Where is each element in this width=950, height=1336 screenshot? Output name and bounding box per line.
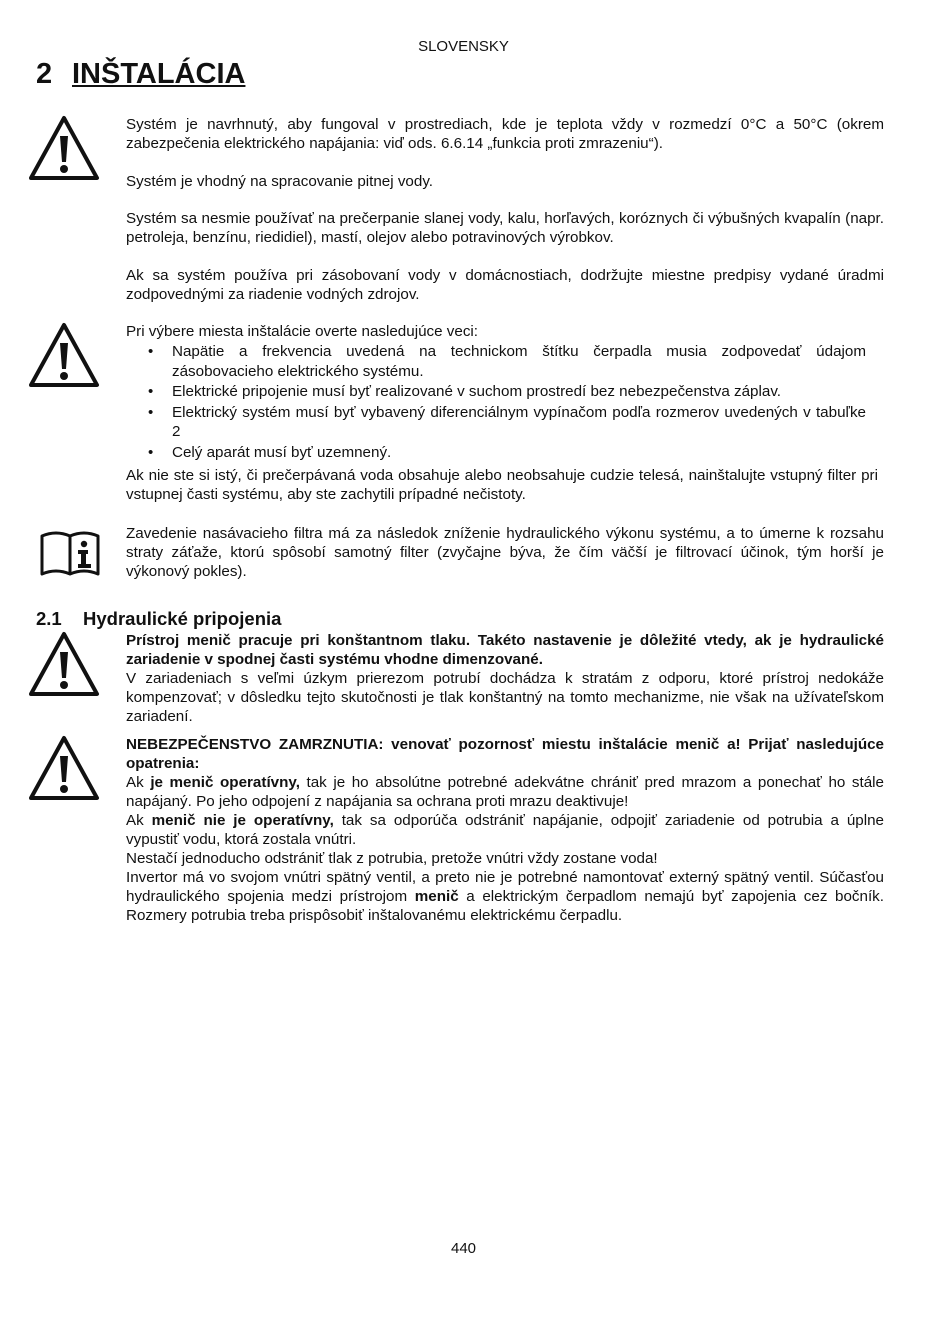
info-book-icon <box>38 528 102 580</box>
language-header: SLOVENSKY <box>418 38 509 55</box>
freeze-pressure-note: Nestačí jednoducho odstrániť tlak z potrubia, pretože vnútri vždy zostane voda! <box>126 850 658 867</box>
warning-triangle-icon <box>28 114 100 182</box>
warning-triangle-icon <box>28 321 100 389</box>
chapter-title: INŠTALÁCIA <box>72 58 246 90</box>
paragraph-installation-checks-intro: Pri výbere miesta inštalácie overte nasledujúce veci: <box>126 323 479 340</box>
chapter-heading <box>36 58 245 91</box>
warning-triangle-icon <box>28 630 100 698</box>
chapter-number: 2 <box>36 58 53 90</box>
paragraph-filter-performance: Zavedenie nasávacieho filtra má za následok zníženie hydraulického výkonu systému, a to úmerne k rozsahu straty záťaže, ktorú spôsobí samotný filter (zvyčajne býva, že čím väčší je filtrovací účinok, tým horší je výkonový pokles). <box>126 525 884 580</box>
paragraph-inlet-filter: Ak nie ste si istý, či prečerpávaná voda obsahuje alebo neobsahuje cudzie telesá, nainštalujte vstupný filter pri vstupnej časti systému, aby ste zachytili prípadné nečistoty. <box>126 467 878 503</box>
text-fragment: a elektrickým čerpadlom nemajú byť zapojenia cez bočník. Rozmery potrubia treba prispôsobiť inštalovanému elektrickému čerpadlu. <box>126 888 884 924</box>
check-valve-note <box>126 868 884 925</box>
text-emphasis: menič nie je operatívny, <box>151 812 334 829</box>
paragraph-temperature: Systém je navrhnutý, aby fungoval v prostrediach, kde je teplota vždy v rozmedzí 0°C a 50°C (okrem zabezpečenia elektrického napájania: viď ods. 6.6.14 „funkcia proti zmrazeniu“). <box>126 116 884 152</box>
section-heading <box>36 608 281 630</box>
paragraph-constant-pressure: Prístroj menič pracuje pri konštantnom tlaku. Takéto nastavenie je dôležité vtedy, ak je hydraulické zariadenie v spodnej časti systému vhodne dimenzované. <box>126 632 884 668</box>
list-item: • Napätie a frekvencia uvedená na technickom štítku čerpadla musia zodpovedať údajom zásobovacieho elektrického systému. <box>126 342 866 381</box>
section-title: Hydraulické pripojenia <box>83 608 282 629</box>
text-fragment: tak je ho absolútne potrebné adekvátne chrániť pred mrazom a ponechať ho stále napájaný. Po jeho odpojení z napájania sa ochrana proti mrazu deaktivuje! <box>126 774 884 810</box>
paragraph-local-regulations: Ak sa systém používa pri zásobovaní vody v domácnostiach, dodržujte miestne predpisy vydané úradmi zodpovednými za riadenie vodných zdrojov. <box>126 267 884 303</box>
text-emphasis: menič <box>414 888 459 905</box>
paragraph-forbidden-liquids: Systém sa nesmie používať na prečerpanie slanej vody, kalu, horľavých, koróznych či výbušných kvapalín (napr. petroleja, benzínu, riedidiel), mastí, olejov alebo potravinových výrobkov. <box>126 210 884 246</box>
paragraph-drinking-water: Systém je vhodný na spracovanie pitnej vody. <box>126 173 434 190</box>
text-fragment: Ak <box>126 774 151 791</box>
warning-triangle-icon <box>28 734 100 802</box>
freeze-operative-note <box>126 773 884 811</box>
paragraph-pressure-losses: V zariadeniach s veľmi úzkym prierezom potrubí dochádza k stratám z odporu, ktoré prístroj nedokáže kompenzovať; v dôsledku tejto skutočnosti je tlak konštantný na tomto mechanizme, nie však na užívateľskom zariadení. <box>126 670 884 725</box>
text-fragment: Invertor má vo svojom vnútri spätný ventil, a preto nie je potrebné namontovať externý spätný ventil. Súčasťou hydraulického spojenia medzi prístrojom <box>126 869 884 905</box>
section-number: 2.1 <box>36 608 62 629</box>
list-item: • Elektrický systém musí byť vybavený diferenciálnym vypínačom podľa rozmerov uvedených v tabuľke 2 <box>126 403 866 442</box>
text-fragment: Ak <box>126 812 152 829</box>
text-emphasis: je menič operatívny, <box>150 774 300 791</box>
list-item: • Elektrické pripojenie musí byť realizované v suchom prostredí bez nebezpečenstva záplav. <box>126 382 866 402</box>
freeze-warning-heading: NEBEZPEČENSTVO ZAMRZNUTIA: venovať pozornosť miestu inštalácie menič a! Prijať nasledujúce opatrenia: <box>126 736 884 772</box>
text-fragment: tak sa odporúča odstrániť napájanie, odpojiť zariadenie od potrubia a úplne vypustiť vodu, ktorá zostala vnútri. <box>126 812 884 848</box>
freeze-warning-block <box>126 735 884 925</box>
list-item: • Celý aparát musí byť uzemnený. <box>126 443 866 463</box>
installation-checklist <box>126 342 866 463</box>
freeze-not-operative-note <box>126 811 884 849</box>
page-number: 440 <box>450 1240 477 1257</box>
